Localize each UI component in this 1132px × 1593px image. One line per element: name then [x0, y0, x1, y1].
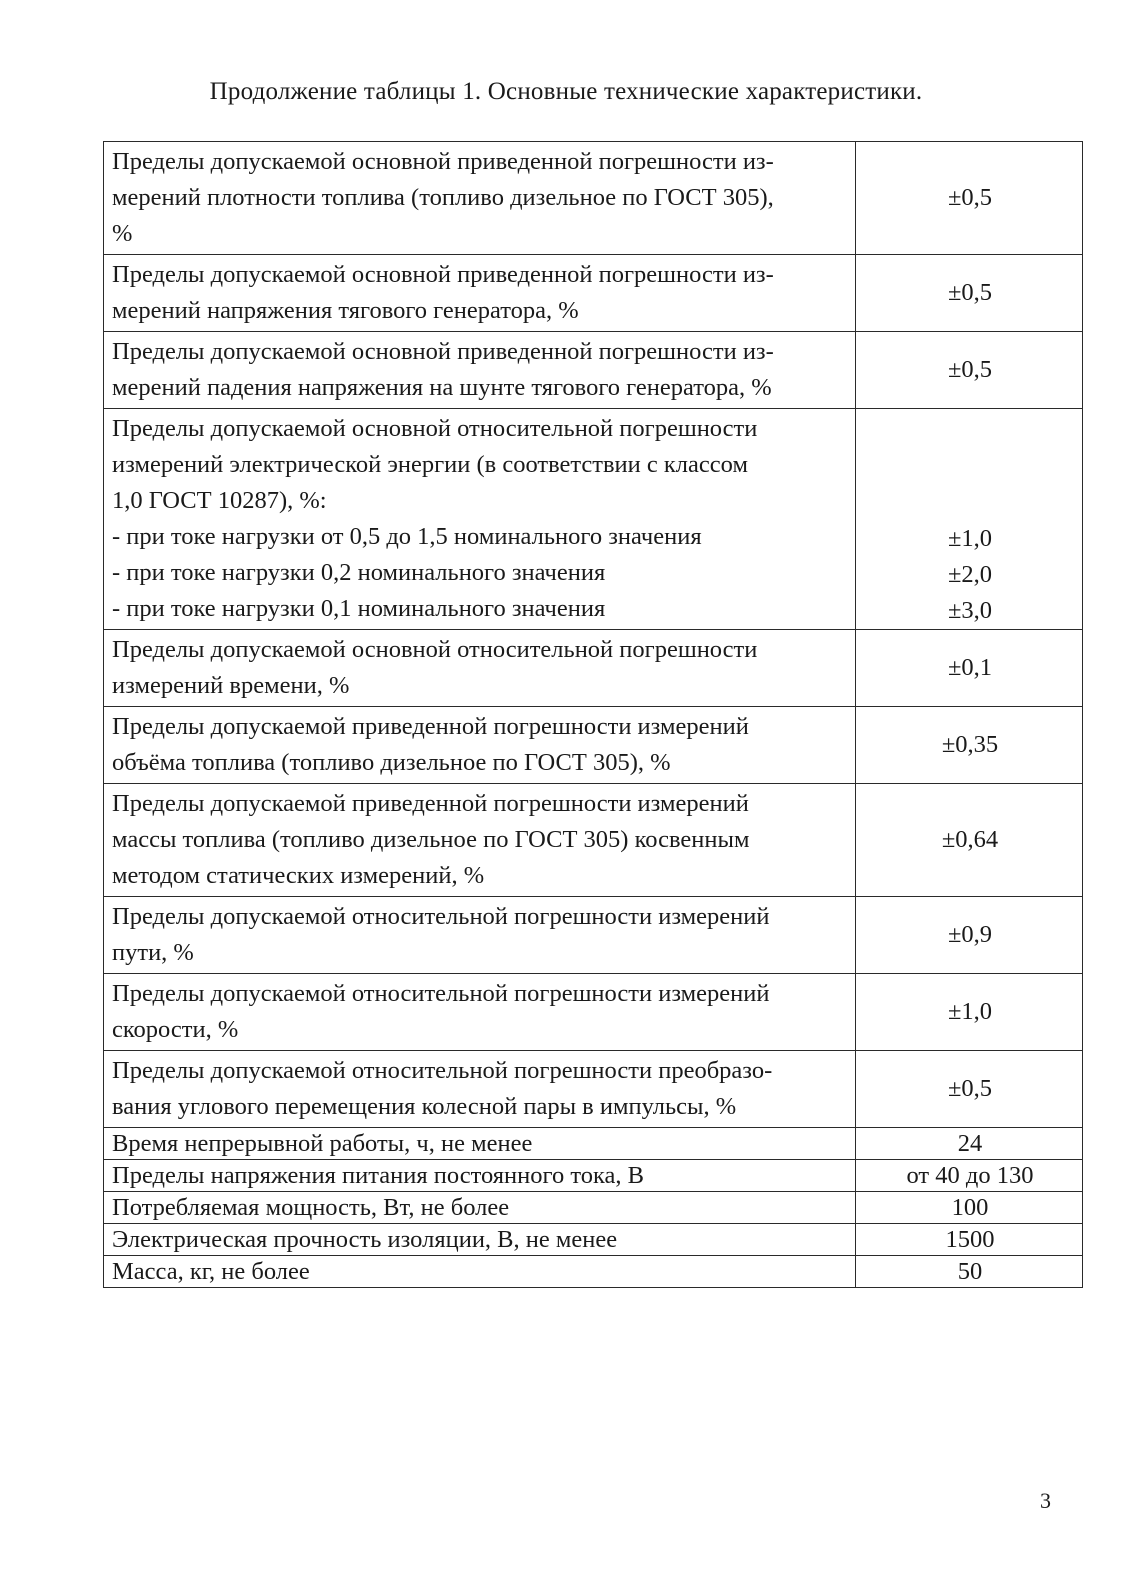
- parameter-text: массы топлива (топливо дизельное по ГОСТ 305) косвенным: [112, 826, 750, 853]
- parameter-text: скорости, %: [112, 1016, 239, 1043]
- parameter-cell: [104, 784, 856, 897]
- table-row: [104, 1051, 1083, 1128]
- parameter-cell: [104, 974, 856, 1051]
- parameter-cell: [104, 1051, 856, 1128]
- parameter-text: мерений напряжения тягового генератора, %: [112, 297, 579, 324]
- parameter-cell: Потребляемая мощность, Вт, не более: [104, 1192, 856, 1224]
- parameter-text: мерений плотности топлива (топливо дизельное по ГОСТ 305),: [112, 184, 774, 211]
- value-cell: 50: [856, 1256, 1083, 1288]
- specifications-table: [103, 141, 1083, 1288]
- value-cell: 24: [856, 1128, 1083, 1160]
- parameter-cell: Время непрерывной работы, ч, не менее: [104, 1128, 856, 1160]
- parameter-cell: [104, 332, 856, 409]
- table-row: [104, 897, 1083, 974]
- table-row: [104, 784, 1083, 897]
- parameter-cell: [104, 255, 856, 332]
- parameter-text: Пределы допускаемой относительной погрешности преобразо-: [112, 1057, 773, 1084]
- value-cell: ±0,9: [856, 897, 1083, 974]
- value-cell: ±0,5: [856, 255, 1083, 332]
- parameter-text: мерений падения напряжения на шунте тягового генератора, %: [112, 374, 772, 401]
- value-cell: ±0,35: [856, 707, 1083, 784]
- table-caption: Продолжение таблицы 1. Основные технические характеристики.: [209, 78, 923, 105]
- value-cell: ±1,0: [856, 974, 1083, 1051]
- value-cell: 100: [856, 1192, 1083, 1224]
- table-row: [104, 1224, 1083, 1256]
- sub-value: ±2,0: [947, 561, 993, 588]
- parameter-text: измерений электрической энергии (в соответствии с классом: [112, 451, 748, 478]
- value-cell: 1500: [856, 1224, 1083, 1256]
- sub-value: ±3,0: [947, 597, 993, 624]
- parameter-text: Пределы допускаемой относительной погрешности измерений: [112, 980, 770, 1007]
- value-cell: ±0,64: [856, 784, 1083, 897]
- parameter-text: %: [112, 220, 133, 247]
- table-row: [104, 409, 1083, 630]
- parameter-cell: [104, 630, 856, 707]
- sub-value: ±1,0: [947, 525, 993, 552]
- table-row: [104, 1160, 1083, 1192]
- parameter-text: Пределы допускаемой основной приведенной погрешности из-: [112, 261, 774, 288]
- table-row: [104, 332, 1083, 409]
- parameter-text: 1,0 ГОСТ 10287), %:: [112, 487, 327, 514]
- parameter-text: Пределы допускаемой относительной погрешности измерений: [112, 903, 770, 930]
- table-row: [104, 255, 1083, 332]
- parameter-text: Пределы допускаемой основной относительной погрешности: [112, 415, 758, 442]
- parameter-cell: [104, 707, 856, 784]
- parameter-text: Пределы допускаемой приведенной погрешности измерений: [112, 713, 749, 740]
- value-cell: ±0,5: [856, 142, 1083, 255]
- page-number: 3: [1040, 1488, 1051, 1513]
- parameter-text: методом статических измерений, %: [112, 862, 485, 889]
- table-row: [104, 1192, 1083, 1224]
- table-row: [104, 142, 1083, 255]
- parameter-text: Пределы допускаемой приведенной погрешности измерений: [112, 790, 749, 817]
- parameter-cell: [104, 897, 856, 974]
- parameter-text: Пределы допускаемой основной относительной погрешности: [112, 636, 758, 663]
- parameter-cell: Пределы напряжения питания постоянного тока, В: [104, 1160, 856, 1192]
- parameter-text: пути, %: [112, 939, 194, 966]
- parameter-cell: [104, 409, 856, 630]
- sub-parameter-text: - при токе нагрузки 0,1 номинального значения: [112, 595, 606, 622]
- value-cell: [856, 409, 1083, 630]
- parameter-text: вания углового перемещения колесной пары в импульсы, %: [112, 1093, 737, 1120]
- parameter-text: измерений времени, %: [112, 672, 350, 699]
- parameter-text: Пределы допускаемой основной приведенной погрешности из-: [112, 338, 774, 365]
- table-row: [104, 1128, 1083, 1160]
- sub-parameter-text: - при токе нагрузки 0,2 номинального значения: [112, 559, 606, 586]
- value-cell: от 40 до 130: [856, 1160, 1083, 1192]
- sub-parameter-text: - при токе нагрузки от 0,5 до 1,5 номинального значения: [112, 523, 702, 550]
- value-cell: ±0,5: [856, 332, 1083, 409]
- table-row: [104, 974, 1083, 1051]
- parameter-cell: Электрическая прочность изоляции, В, не менее: [104, 1224, 856, 1256]
- table-row: [104, 1256, 1083, 1288]
- table-row: [104, 707, 1083, 784]
- parameter-cell: Масса, кг, не более: [104, 1256, 856, 1288]
- parameter-text: объёма топлива (топливо дизельное по ГОСТ 305), %: [112, 749, 671, 776]
- value-cell: ±0,1: [856, 630, 1083, 707]
- table-row: [104, 630, 1083, 707]
- parameter-text: Пределы допускаемой основной приведенной погрешности из-: [112, 148, 774, 175]
- parameter-cell: [104, 142, 856, 255]
- value-cell: ±0,5: [856, 1051, 1083, 1128]
